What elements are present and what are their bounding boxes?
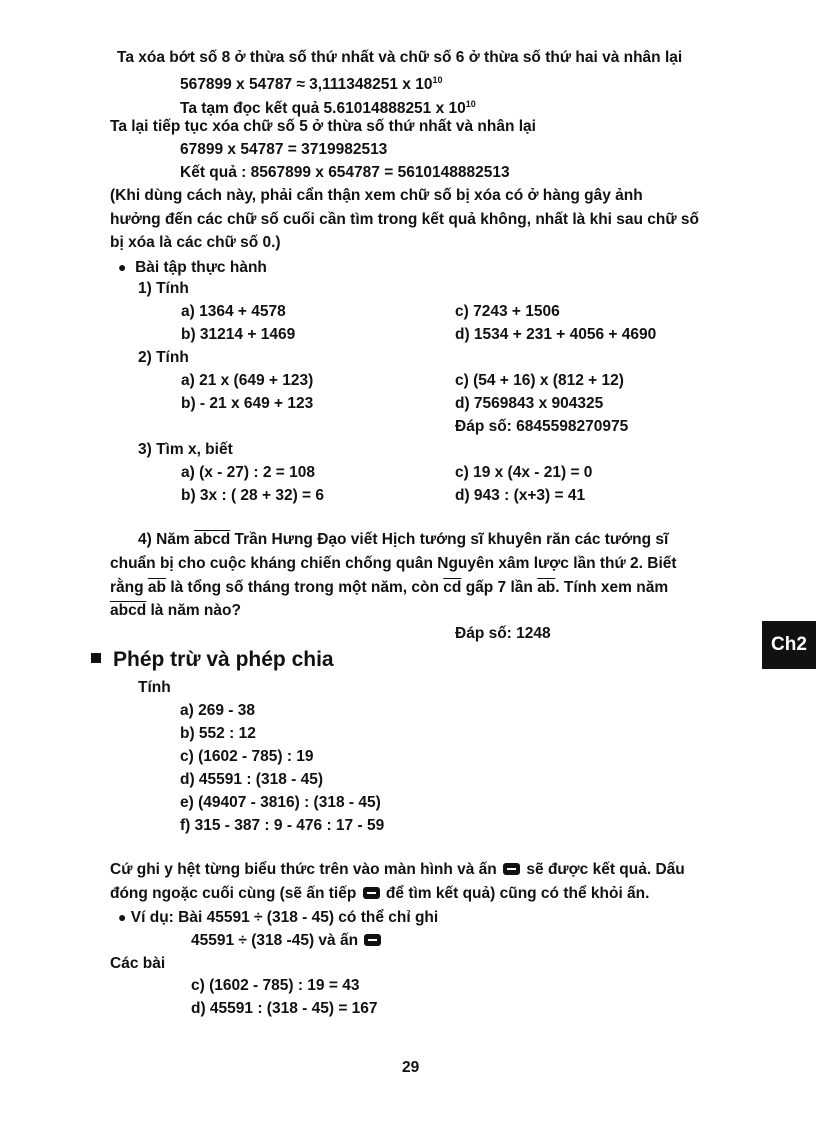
exercise-item xyxy=(181,325,295,345)
exercise-heading xyxy=(118,257,267,278)
text-line xyxy=(110,578,668,598)
text: d) 45591 : (318 - 45) = 167 xyxy=(191,1000,378,1017)
exercise-item xyxy=(180,793,381,813)
text: e) (49407 - 3816) : (318 - 45) xyxy=(180,794,381,811)
overlined-number: abcd xyxy=(194,531,231,548)
text: 567899 x 54787 ≈ 3,111348251 x 10 xyxy=(180,76,433,94)
answer xyxy=(455,624,551,644)
text: Kết quả : 8567899 x 654787 = 5610148882513 xyxy=(180,164,510,181)
text: bị xóa là các chữ số 0.) xyxy=(110,234,281,251)
exercise-item xyxy=(455,394,603,414)
exercise-item xyxy=(181,394,313,414)
text: a) (x - 27) : 2 = 108 xyxy=(181,464,315,481)
text: d) 7569843 x 904325 xyxy=(455,395,604,412)
chapter-tab-label: Ch2 xyxy=(771,634,807,655)
text: c) (1602 - 785) : 19 = 43 xyxy=(191,977,360,994)
exercise-item xyxy=(181,486,324,506)
text: là tổng số tháng trong một năm, còn xyxy=(170,579,439,596)
text: Các bài xyxy=(110,955,166,972)
example-label: Ví dụ: xyxy=(130,909,174,926)
overlined-number: $\overline{cd}$ xyxy=(443,579,462,596)
text: 4) Năm xyxy=(138,531,190,548)
text: . Tính xem năm xyxy=(555,579,669,596)
text: b) 3x : ( 28 + 32) = 6 xyxy=(181,487,325,504)
text: a) 269 - 38 xyxy=(180,702,255,719)
text-line xyxy=(191,931,383,951)
equals-key-icon xyxy=(503,863,520,875)
exercise-item xyxy=(180,770,323,790)
equals-key-icon xyxy=(363,887,380,899)
text-line xyxy=(138,678,171,698)
text: c) (1602 - 785) : 19 xyxy=(180,748,314,765)
chapter-tab xyxy=(762,621,816,669)
exercise-item xyxy=(180,724,256,744)
text: b) - 21 x 649 + 123 xyxy=(181,395,314,412)
text: 29 xyxy=(402,1059,420,1076)
bullet-icon: ● xyxy=(118,909,127,925)
exercise-item xyxy=(181,463,315,483)
exercise-item xyxy=(455,371,624,391)
text: Bài 45591 ÷ (318 - 45) có thể chỉ ghi xyxy=(178,909,439,926)
exponent: 10 xyxy=(432,75,443,85)
example-line xyxy=(118,907,438,928)
text: chuẩn bị cho cuộc kháng chiến chống quân Nguyên xâm lược lần thứ 2. Biết xyxy=(110,555,677,572)
exercise-item xyxy=(180,816,384,836)
text: hưởng đến các chữ số cuối cần tìm trong kết quả không, nhất là khi sau chữ số xyxy=(110,211,699,228)
section-heading xyxy=(91,650,334,672)
text: Ta xóa bớt số 8 ở thừa số thứ nhất và chữ số 6 ở thừa số thứ hai và nhân lại xyxy=(117,49,683,66)
exercise-item xyxy=(455,302,560,322)
text-line xyxy=(180,70,442,95)
text-line xyxy=(110,884,649,904)
text-line xyxy=(110,210,699,230)
exercise-item xyxy=(455,325,656,345)
text: sẽ được kết quả. Dấu xyxy=(526,861,685,878)
text: a) 21 x (649 + 123) xyxy=(181,372,314,389)
square-bullet-icon xyxy=(91,653,101,663)
text: gấp 7 lần xyxy=(465,579,533,596)
text: d) 45591 : (318 - 45) xyxy=(180,771,324,788)
text-line xyxy=(117,48,682,68)
exercise-label xyxy=(138,440,233,460)
exercise-label xyxy=(138,279,189,299)
text: c) 7243 + 1506 xyxy=(455,303,560,320)
text-line xyxy=(110,117,536,137)
text: Ta tạm đọc kết quả 5.61014888251 x 10 xyxy=(180,100,466,118)
text: d) 1534 + 231 + 4056 + 4690 xyxy=(455,326,657,343)
text: (Khi dùng cách này, phải cẩn thận xem chữ số bị xóa có ở hàng gây ảnh xyxy=(110,187,643,204)
text: Đáp số: 6845598270975 xyxy=(455,418,629,435)
exercise-label xyxy=(138,348,189,368)
text: Ta lại tiếp tục xóa chữ số 5 ở thừa số thứ nhất và nhân lại xyxy=(110,118,536,135)
answer xyxy=(455,417,628,437)
overlined-number: $\overline{ab}$ xyxy=(537,579,556,596)
exponent: 10 xyxy=(465,99,476,109)
text-line xyxy=(110,860,685,880)
overlined-number: abcd xyxy=(110,602,147,619)
text: b) 31214 + 1469 xyxy=(181,326,296,343)
result-item xyxy=(191,999,378,1019)
text: a) 1364 + 4578 xyxy=(181,303,286,320)
text-line xyxy=(180,163,510,183)
text: Đáp số: 1248 xyxy=(455,625,551,642)
text-line xyxy=(180,140,387,160)
text: để tìm kết quả) cũng có thể khỏi ấn. xyxy=(385,885,650,902)
exercise-item xyxy=(180,701,255,721)
bullet-icon: ● xyxy=(118,259,127,275)
text-line xyxy=(110,233,281,253)
text: b) 552 : 12 xyxy=(180,725,256,742)
text: c) 19 x (4x - 21) = 0 xyxy=(455,464,593,481)
text-line xyxy=(138,530,668,550)
text-line xyxy=(110,554,677,574)
text: đóng ngoặc cuối cùng (sẽ ấn tiếp xyxy=(110,885,357,902)
text-line xyxy=(110,601,241,621)
text: Tính xyxy=(138,679,171,696)
text-line xyxy=(110,954,165,974)
page-number xyxy=(402,1058,419,1078)
text: 45591 ÷ (318 -45) và ấn xyxy=(191,932,359,949)
section-title: Phép trừ và phép chia xyxy=(113,648,334,671)
text: d) 943 : (x+3) = 41 xyxy=(455,487,586,504)
exercise-item xyxy=(455,486,585,506)
text: rằng xyxy=(110,579,144,596)
overlined-number: $\overline{ab}$ xyxy=(147,579,166,596)
text: 67899 x 54787 = 3719982513 xyxy=(180,141,388,158)
exercise-item xyxy=(180,747,314,767)
text: Cứ ghi y hệt từng biểu thức trên vào màn hình và ấn xyxy=(110,861,497,878)
text: là năm nào? xyxy=(150,602,241,619)
text: c) (54 + 16) x (812 + 12) xyxy=(455,372,624,389)
result-item xyxy=(191,976,359,996)
exercise-item xyxy=(181,302,286,322)
text: Trần Hưng Đạo viết Hịch tướng sĩ khuyên răn các tướng sĩ xyxy=(234,531,669,548)
text: Bài tập thực hành xyxy=(135,259,267,276)
exercise-item xyxy=(455,463,592,483)
text: f) 315 - 387 : 9 - 476 : 17 - 59 xyxy=(180,817,385,834)
exercise-item xyxy=(181,371,313,391)
text-line xyxy=(180,94,476,119)
text-line xyxy=(110,186,643,206)
equals-key-icon xyxy=(364,934,381,946)
text: 2) Tính xyxy=(138,349,189,366)
text: 3) Tìm x, biết xyxy=(138,441,233,458)
text: 1) Tính xyxy=(138,280,189,297)
